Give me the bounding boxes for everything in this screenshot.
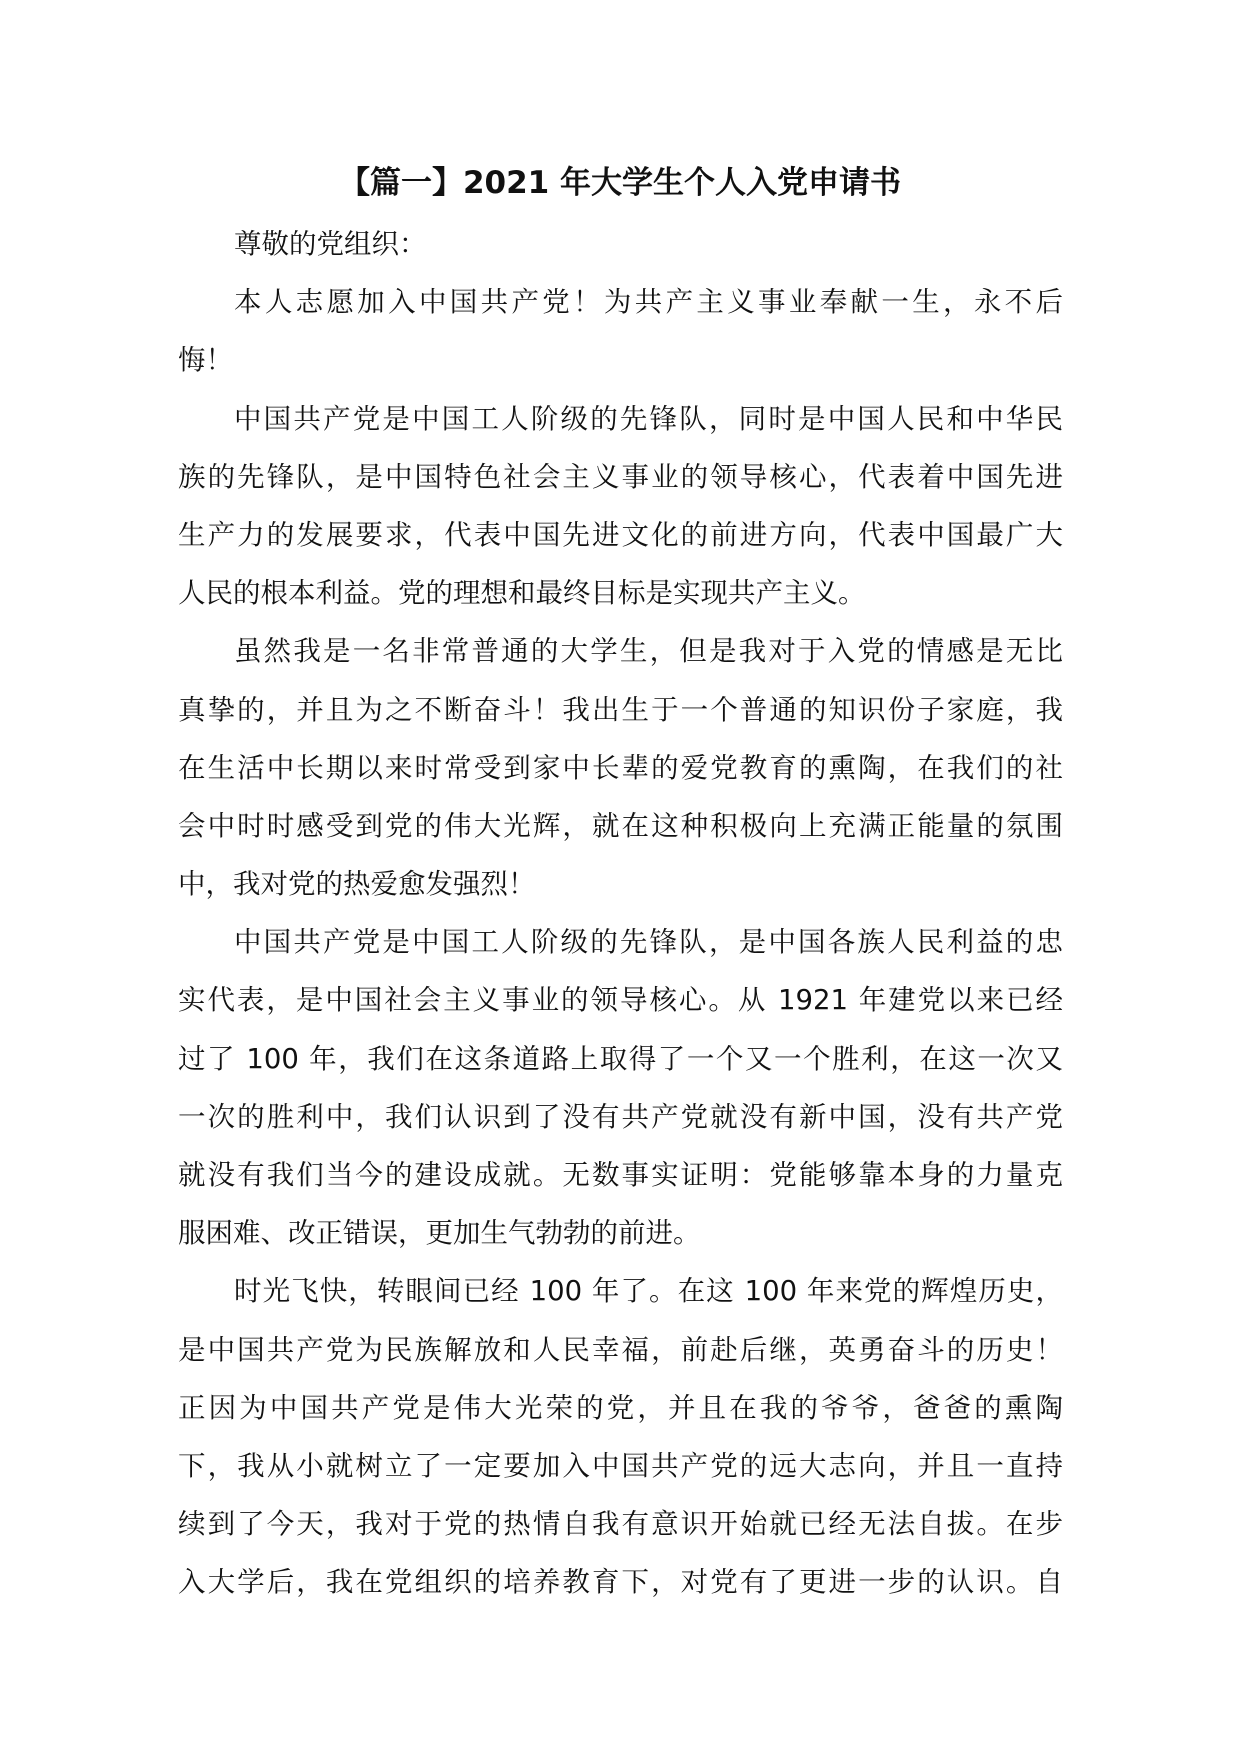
paragraph-line: 虽然我是一名非常普通的大学生，但是我对于入党的情感是无比	[234, 635, 1063, 668]
paragraph-line: 本人志愿加入中国共产党！为共产主义事业奉献一生，永不后	[234, 286, 1063, 319]
paragraph-line: 生产力的发展要求，代表中国先进文化的前进方向，代表中国最广大	[178, 518, 1063, 551]
paragraph-line: 族的先锋队，是中国特色社会主义事业的领导核心，代表着中国先进	[178, 460, 1063, 493]
paragraph-line: 中，我对党的热爱愈发强烈！	[178, 868, 536, 901]
document-body	[178, 215, 1063, 1612]
paragraph-line: 就没有我们当今的建设成就。无数事实证明：党能够靠本身的力量克	[178, 1159, 1063, 1191]
paragraph-line: 入大学后，我在党组织的培养教育下，对党有了更进一步的认识。自	[178, 1566, 1063, 1599]
paragraph-line: 服困难、改正错误，更加生气勃勃的前进。	[178, 1217, 701, 1250]
paragraph-line: 正因为中国共产党是伟大光荣的党，并且在我的爷爷，爸爸的熏陶	[178, 1391, 1063, 1424]
document-title: 【篇一】2021 年大学生个人入党申请书	[338, 165, 902, 201]
salutation-line: 尊敬的党组织：	[234, 228, 427, 260]
paragraph-line: 悔！	[178, 344, 233, 377]
paragraph-line: 下，我从小就树立了一定要加入中国共产党的远大志向，并且一直持	[178, 1449, 1063, 1482]
paragraph-line: 过了 100 年，我们在这条道路上取得了一个又一个胜利，在这一次又	[178, 1042, 1063, 1075]
paragraph-line: 在生活中长期以来时常受到家中长辈的爱党教育的熏陶，在我们的社	[178, 751, 1063, 784]
paragraph-line: 续到了今天，我对于党的热情自我有意识开始就已经无法自拔。在步	[178, 1508, 1063, 1541]
paragraph-line: 时光飞快，转眼间已经 100 年了。在这 100 年来党的辉煌历史，	[234, 1275, 1063, 1308]
paragraph-line: 是中国共产党为民族解放和人民幸福，前赴后继，英勇奋斗的历史！	[178, 1333, 1063, 1366]
paragraph-line: 中国共产党是中国工人阶级的先锋队，同时是中国人民和中华民	[234, 402, 1063, 435]
paragraph-line: 一次的胜利中，我们认识到了没有共产党就没有新中国，没有共产党	[178, 1100, 1063, 1133]
paragraph-line: 会中时时感受到党的伟大光辉，就在这种积极向上充满正能量的氛围	[178, 809, 1063, 842]
paragraph-line: 中国共产党是中国工人阶级的先锋队，是中国各族人民利益的忠	[234, 926, 1063, 959]
paragraph-line: 人民的根本利益。党的理想和最终目标是实现共产主义。	[178, 577, 866, 610]
paragraph-line: 实代表，是中国社会主义事业的领导核心。从 1921 年建党以来已经	[178, 984, 1063, 1017]
paragraph-line: 真挚的，并且为之不断奋斗！我出生于一个普通的知识份子家庭，我	[178, 693, 1063, 726]
